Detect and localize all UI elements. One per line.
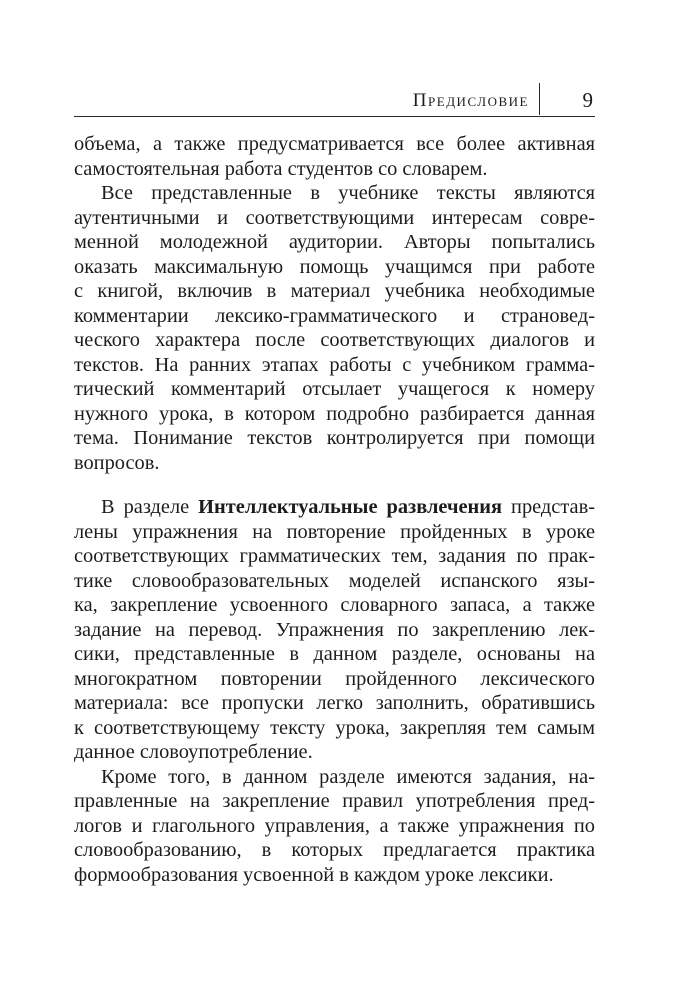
text-run: В разделе xyxy=(101,496,199,518)
text-line: правленные на закрепление правил употребления пред- xyxy=(74,790,595,812)
text-line: менной молодежной аудитории. Авторы попытались xyxy=(74,231,595,253)
text-line: лены упражнения на повторение пройденных в уроке xyxy=(74,520,595,543)
text-line: тема. Понимание текстов контролируется при помощи xyxy=(74,427,595,449)
text-body xyxy=(74,132,595,887)
section-title: Предисловие xyxy=(412,90,529,111)
text-run: представ- xyxy=(502,496,595,518)
paragraph-4 xyxy=(74,765,595,888)
running-header xyxy=(74,83,595,117)
text-line xyxy=(74,495,595,520)
text-line: самостоятельная работа студентов со словарем. xyxy=(74,157,488,180)
text-line: формообразования усвоенной в каждом уроке лексики. xyxy=(74,863,554,886)
text-line: комментарии лексико-грамматического и страновед- xyxy=(74,304,595,327)
text-line: соответствующих грамматических тем, задания по прак- xyxy=(74,545,595,567)
text-line: с книгой, включив в материал учебника необходимые xyxy=(74,280,595,302)
text-line: к соответствующему тексту урока, закрепляя тем самым xyxy=(74,716,595,739)
text-line: сики, представленные в данном разделе, основаны на xyxy=(74,643,595,665)
paragraph-3 xyxy=(74,495,595,765)
text-line: материала: все пропуски легко заполнить, обратившись xyxy=(74,692,595,714)
text-line: ческого характера после соответствующих диалогов и xyxy=(74,329,595,351)
text-line: тике словообразовательных моделей испанского язы- xyxy=(74,569,595,592)
text-line: текстов. На ранних этапах работы с учебником грамма- xyxy=(74,353,595,376)
text-line: ка, закрепление усвоенного словарного запаса, а также xyxy=(74,594,595,616)
text-line: данное словоупотребление. xyxy=(74,741,313,763)
text-line: логов и глагольного управления, а также упражнения по xyxy=(74,814,595,837)
text-line: вопросов. xyxy=(74,451,160,474)
text-line: многократном повторении пройденного лексического xyxy=(74,667,595,690)
text-line: нужного урока, в котором подробно разбирается данная xyxy=(74,402,595,425)
paragraph-2 xyxy=(74,181,595,475)
page-number: 9 xyxy=(582,88,593,112)
header-divider xyxy=(539,83,540,115)
text-line: Кроме того, в данном разделе имеются задания, на- xyxy=(101,765,595,788)
paragraph-1 xyxy=(74,132,595,181)
text-line: оказать максимальную помощь учащимся при работе xyxy=(74,255,595,278)
text-line: задание на перевод. Упражнения по закреплению лек- xyxy=(74,618,595,641)
text-line: объема, а также предусматривается все более активная xyxy=(74,133,595,155)
text-line: словообразованию, в которых предлагается практика xyxy=(74,839,595,861)
text-line: Все представленные в учебнике тексты являются xyxy=(101,182,595,204)
text-line: аутентичными и соответствующими интересам совре- xyxy=(74,206,595,229)
section-name-bold: Интеллектуальные развлечения xyxy=(198,496,503,518)
text-line: тический комментарий отсылает учащегося к номеру xyxy=(74,378,595,400)
